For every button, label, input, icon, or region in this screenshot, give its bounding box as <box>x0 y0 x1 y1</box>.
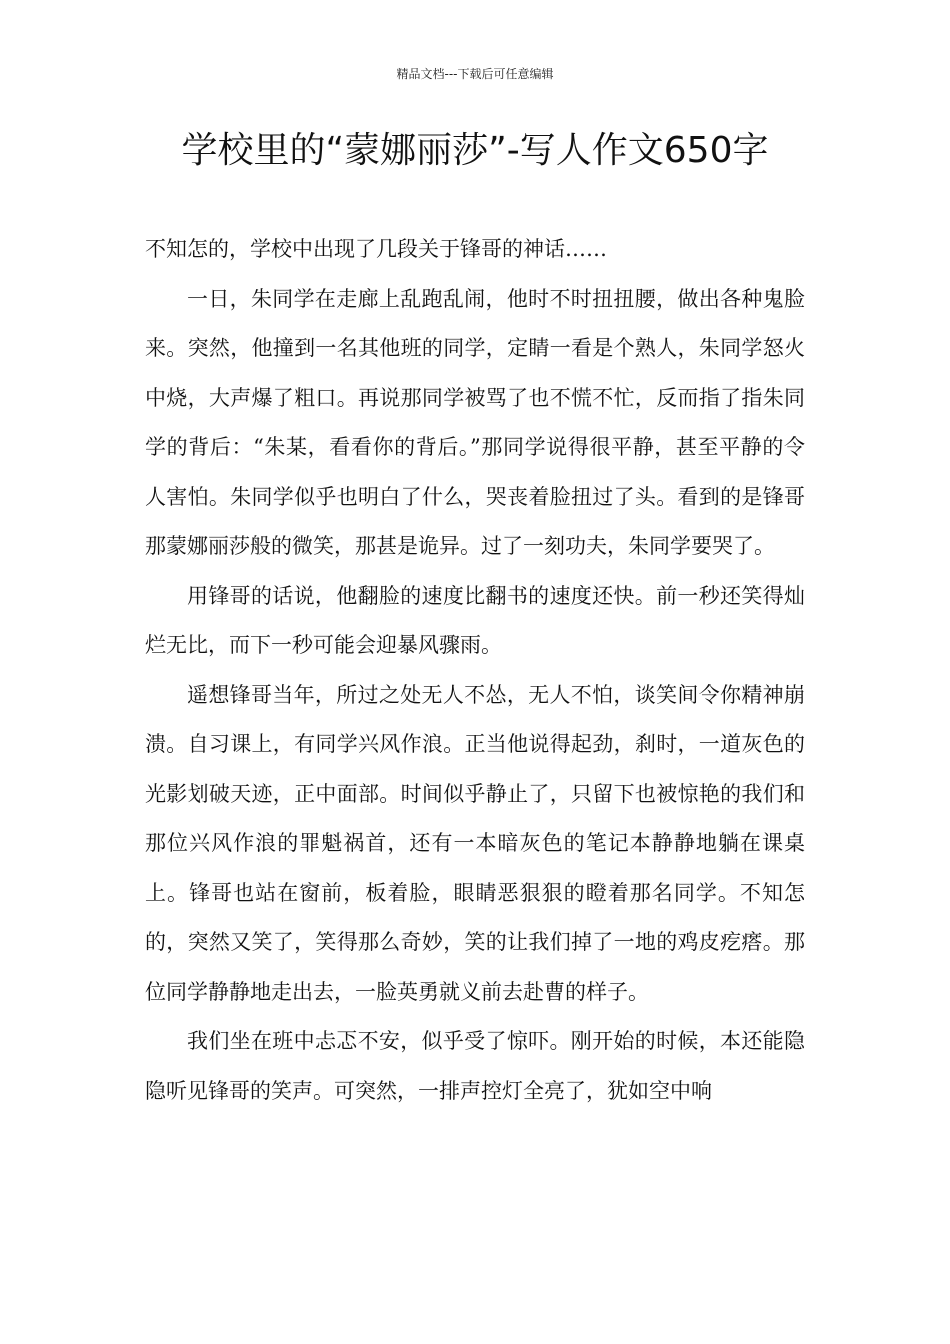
paragraph-1: 不知怎的，学校中出现了几段关于锋哥的神话…… <box>145 237 607 261</box>
page-title: 学校里的“蒙娜丽莎”-写人作文650字 <box>181 130 769 171</box>
article-body <box>145 225 805 1116</box>
paragraph-5: 我们坐在班中忐忑不安，似乎受了惊吓。刚开始的时候，本还能隐隐听见锋哥的笑声。可突然，一排声控灯全亮了，犹如空中响 <box>145 1029 805 1103</box>
paragraph-2: 一日，朱同学在走廊上乱跑乱闹，他时不时扭扭腰，做出各种鬼脸来。突然，他撞到一名其他班的同学，定睛一看是个熟人，朱同学怒火中烧，大声爆了粗口。再说那同学被骂了也不慌不忙，反而指了指朱同学的背后：“朱某，看看你的背后。”那同学说得很平静，甚至平静的令人害怕。朱同学似乎也明白了什么，哭丧着脸扭过了头。看到的是锋哥那蒙娜丽莎般的微笑，那甚是诡异。过了一刻功夫，朱同学要哭了。 <box>145 286 805 558</box>
paragraph-3: 用锋哥的话说，他翻脸的速度比翻书的速度还快。前一秒还笑得灿烂无比，而下一秒可能会迎暴风骤雨。 <box>145 583 805 657</box>
paragraph-4: 遥想锋哥当年，所过之处无人不怂，无人不怕，谈笑间令你精神崩溃。自习课上，有同学兴风作浪。正当他说得起劲，刹时，一道灰色的光影划破天迹，正中面部。时间似乎静止了，只留下也被惊艳的我们和那位兴风作浪的罪魁祸首，还有一本暗灰色的笔记本静静地躺在课桌上。锋哥也站在窗前，板着脸，眼睛恶狠狠的瞪着那名同学。不知怎的，突然又笑了，笑得那么奇妙，笑的让我们掉了一地的鸡皮疙瘩。那位同学静静地走出去，一脸英勇就义前去赴曹的样子。 <box>145 682 805 1004</box>
header-note: 精品文档---下载后可任意编辑 <box>396 67 554 81</box>
